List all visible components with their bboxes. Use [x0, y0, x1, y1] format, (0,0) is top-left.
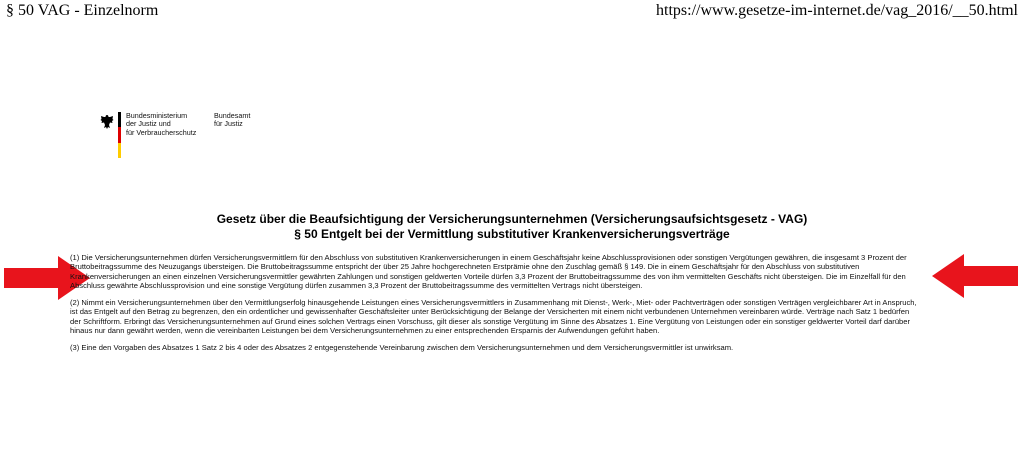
- print-header-url: https://www.gesetze-im-internet.de/vag_2016/__50.html: [656, 2, 1018, 19]
- print-header-title: § 50 VAG - Einzelnorm: [6, 2, 159, 19]
- document-heading: [0, 212, 1024, 242]
- office-name: [214, 112, 250, 129]
- office-line: für Justiz: [214, 119, 243, 129]
- flag-red: [118, 127, 121, 142]
- federal-eagle-icon: [100, 114, 114, 130]
- paragraph-2: (2) Nimmt ein Versicherungsunternehmen über den Vermittlungserfolg hinausgehende Leistungen eines Versicherungsvermittlers in Zusammenhang mit Dienst-, Werk-, Miet- oder Pachtverträgen oder sonstigen Verträgen vergleichbarer Art in Anspruch, ist das Entgelt auf den Betrag zu begrenzen, den ein ordentlicher und gewissenhafter Geschäftsleiter unter Berücksichtigung der Belange der Versicherten mit einem nicht verbundenen Unternehmen vereinbaren würde. Verträge nach Satz 1 bedürfen der Schriftform. Erbringt das Versicherungsunternehmen auf Grund eines solchen Vertrags einen Vorschuss, gilt dieser als sonstige Vergütung im Sinne des Absatzes 1. Eine Vergütung von Leistungen oder ein sonstiger geldwerter Vorteil darf darüber hinaus nur dann gewährt werden, wenn die vereinbarten Leistungen bei dem Versicherungsunternehmen zu einer entsprechenden Ersparnis der Aufwendungen geführt haben.: [70, 298, 917, 336]
- law-title: Gesetz über die Beaufsichtigung der Versicherungsunternehmen (Versicherungsaufsichtsgesetz - VAG): [216, 212, 808, 226]
- ministry-line: Bundesministerium: [126, 111, 188, 120]
- flag-gold: [118, 143, 121, 158]
- arrow-left-icon: [930, 252, 1022, 300]
- paragraph-3: (3) Eine den Vorgaben des Absatzes 1 Satz 2 bis 4 oder des Absatzes 2 entgegenstehende Vereinbarung zwischen dem Versicherungsunternehmen und dem Versicherungsvermittler ist unwirksam.: [70, 343, 734, 353]
- ministry-line: für Verbraucherschutz: [126, 127, 197, 137]
- flag-stripe: [118, 112, 121, 158]
- section-body: [70, 253, 920, 361]
- ministry-line: der Justiz und: [126, 119, 171, 129]
- ministry-logo: [100, 112, 250, 160]
- office-line: Bundesamt: [214, 111, 251, 120]
- flag-black: [118, 112, 121, 127]
- paragraph-1: (1) Die Versicherungsunternehmen dürfen Versicherungsvermittlern für den Abschluss von substitutiven Krankenversicherungen in einem Geschäftsjahr keine Abschlussprovisionen oder sonstigen Vergütungen gewähren, die insgesamt 3 Prozent der Bruttobeitragssumme des Neuzugangs übersteigen. Die Bruttobeitragssumme entspricht der über 25 Jahre hochgerechneten Erstprämie ohne den Zuschlag gemäß § 149. Die in einem Geschäftsjahr für den Abschluss von substitutiven Krankenversicherungen an einen einzelnen Versicherungsvermittler gewährten Zahlungen und sonstigen geldwerten Vorteile dürfen 3,3 Prozent der Bruttobeitragssumme des von ihm vermittelten Geschäfts nicht übersteigen. Die im Einzelfall für den Abschluss gewährte Abschlussprovision und eine sonstige Vergütung dürfen zusammen 3,3 Prozent der Bruttobeitragssumme des vermittelten Vertrags nicht übersteigen.: [70, 253, 907, 290]
- section-title: § 50 Entgelt bei der Vermittlung substitutiver Krankenversicherungsverträge: [294, 227, 730, 241]
- ministry-name: [126, 112, 208, 137]
